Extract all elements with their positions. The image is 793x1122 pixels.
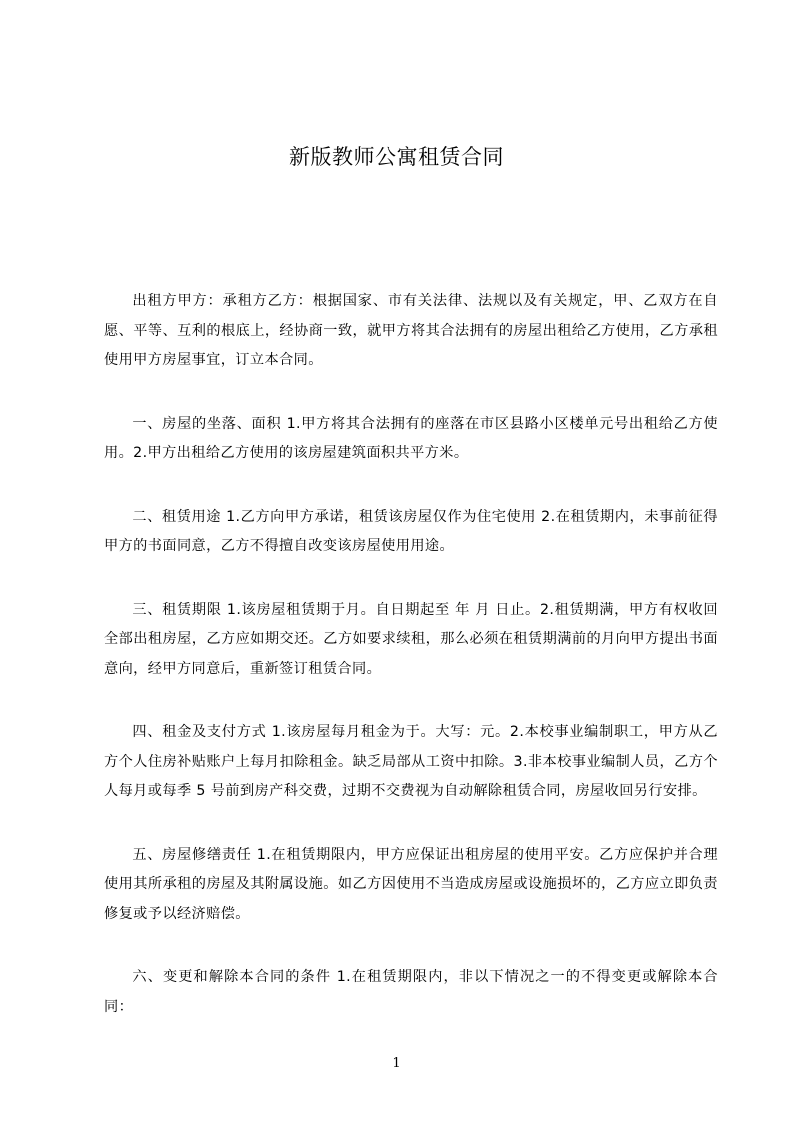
paragraph-section-1-location-area: 一、房屋的坐落、面积 1.甲方将其合法拥有的座落在市区县路小区楼单元号出租给乙方使用。2.甲方出租给乙方使用的该房屋建筑面积共平方米。	[104, 415, 718, 461]
paragraph-section-2-usage: 二、租赁用途 1.乙方向甲方承诺，租赁该房屋仅作为住宅使用 2.在租赁期内，未事前征得甲方的书面同意，乙方不得擅自改变该房屋使用用途。	[104, 508, 718, 554]
paragraph-section-4-rent-payment: 四、租金及支付方式 1.该房屋每月租金为于。大写：元。2.本校事业编制职工，甲方从乙方个人住房补贴账户上每月扣除租金。缺乏局部从工资中扣除。3.非本校事业编制人员，乙方个人每月或每季 5 号前到房产科交费，过期不交费视为自动解除租赁合同，房屋收回另行安排。	[104, 724, 718, 799]
document-title: 新版教师公寓租赁合同	[289, 145, 504, 169]
paragraph-section-3-term: 三、租赁期限 1.该房屋租赁期于月。自日期起至 年 月 日止。2.租赁期满，甲方有权收回全部出租房屋，乙方应如期交还。乙方如要求续租，那么必须在租赁期满前的月向甲方提出书面意向，经甲方同意后，重新签订租赁合同。	[104, 601, 718, 677]
paragraph-section-6-change-termination: 六、变更和解除本合同的条件 1.在租赁期限内，非以下情况之一的不得变更或解除本合同：	[104, 969, 718, 1015]
paragraph-section-5-repair: 五、房屋修缮责任 1.在租赁期限内，甲方应保证出租房屋的使用平安。乙方应保护并合理使用其所承租的房屋及其附属设施。如乙方因使用不当造成房屋或设施损坏的，乙方应立即负责修复或予以经济赔偿。	[104, 846, 718, 922]
page-number: 1	[392, 1056, 401, 1071]
paragraph-preamble: 出租方甲方：承租方乙方：根据国家、市有关法律、法规以及有关规定，甲、乙双方在自愿、平等、互利的根底上，经协商一致，就甲方将其合法拥有的房屋出租给乙方使用，乙方承租使用甲方房屋事宜，订立本合同。	[104, 293, 718, 368]
document-body	[104, 287, 718, 1056]
